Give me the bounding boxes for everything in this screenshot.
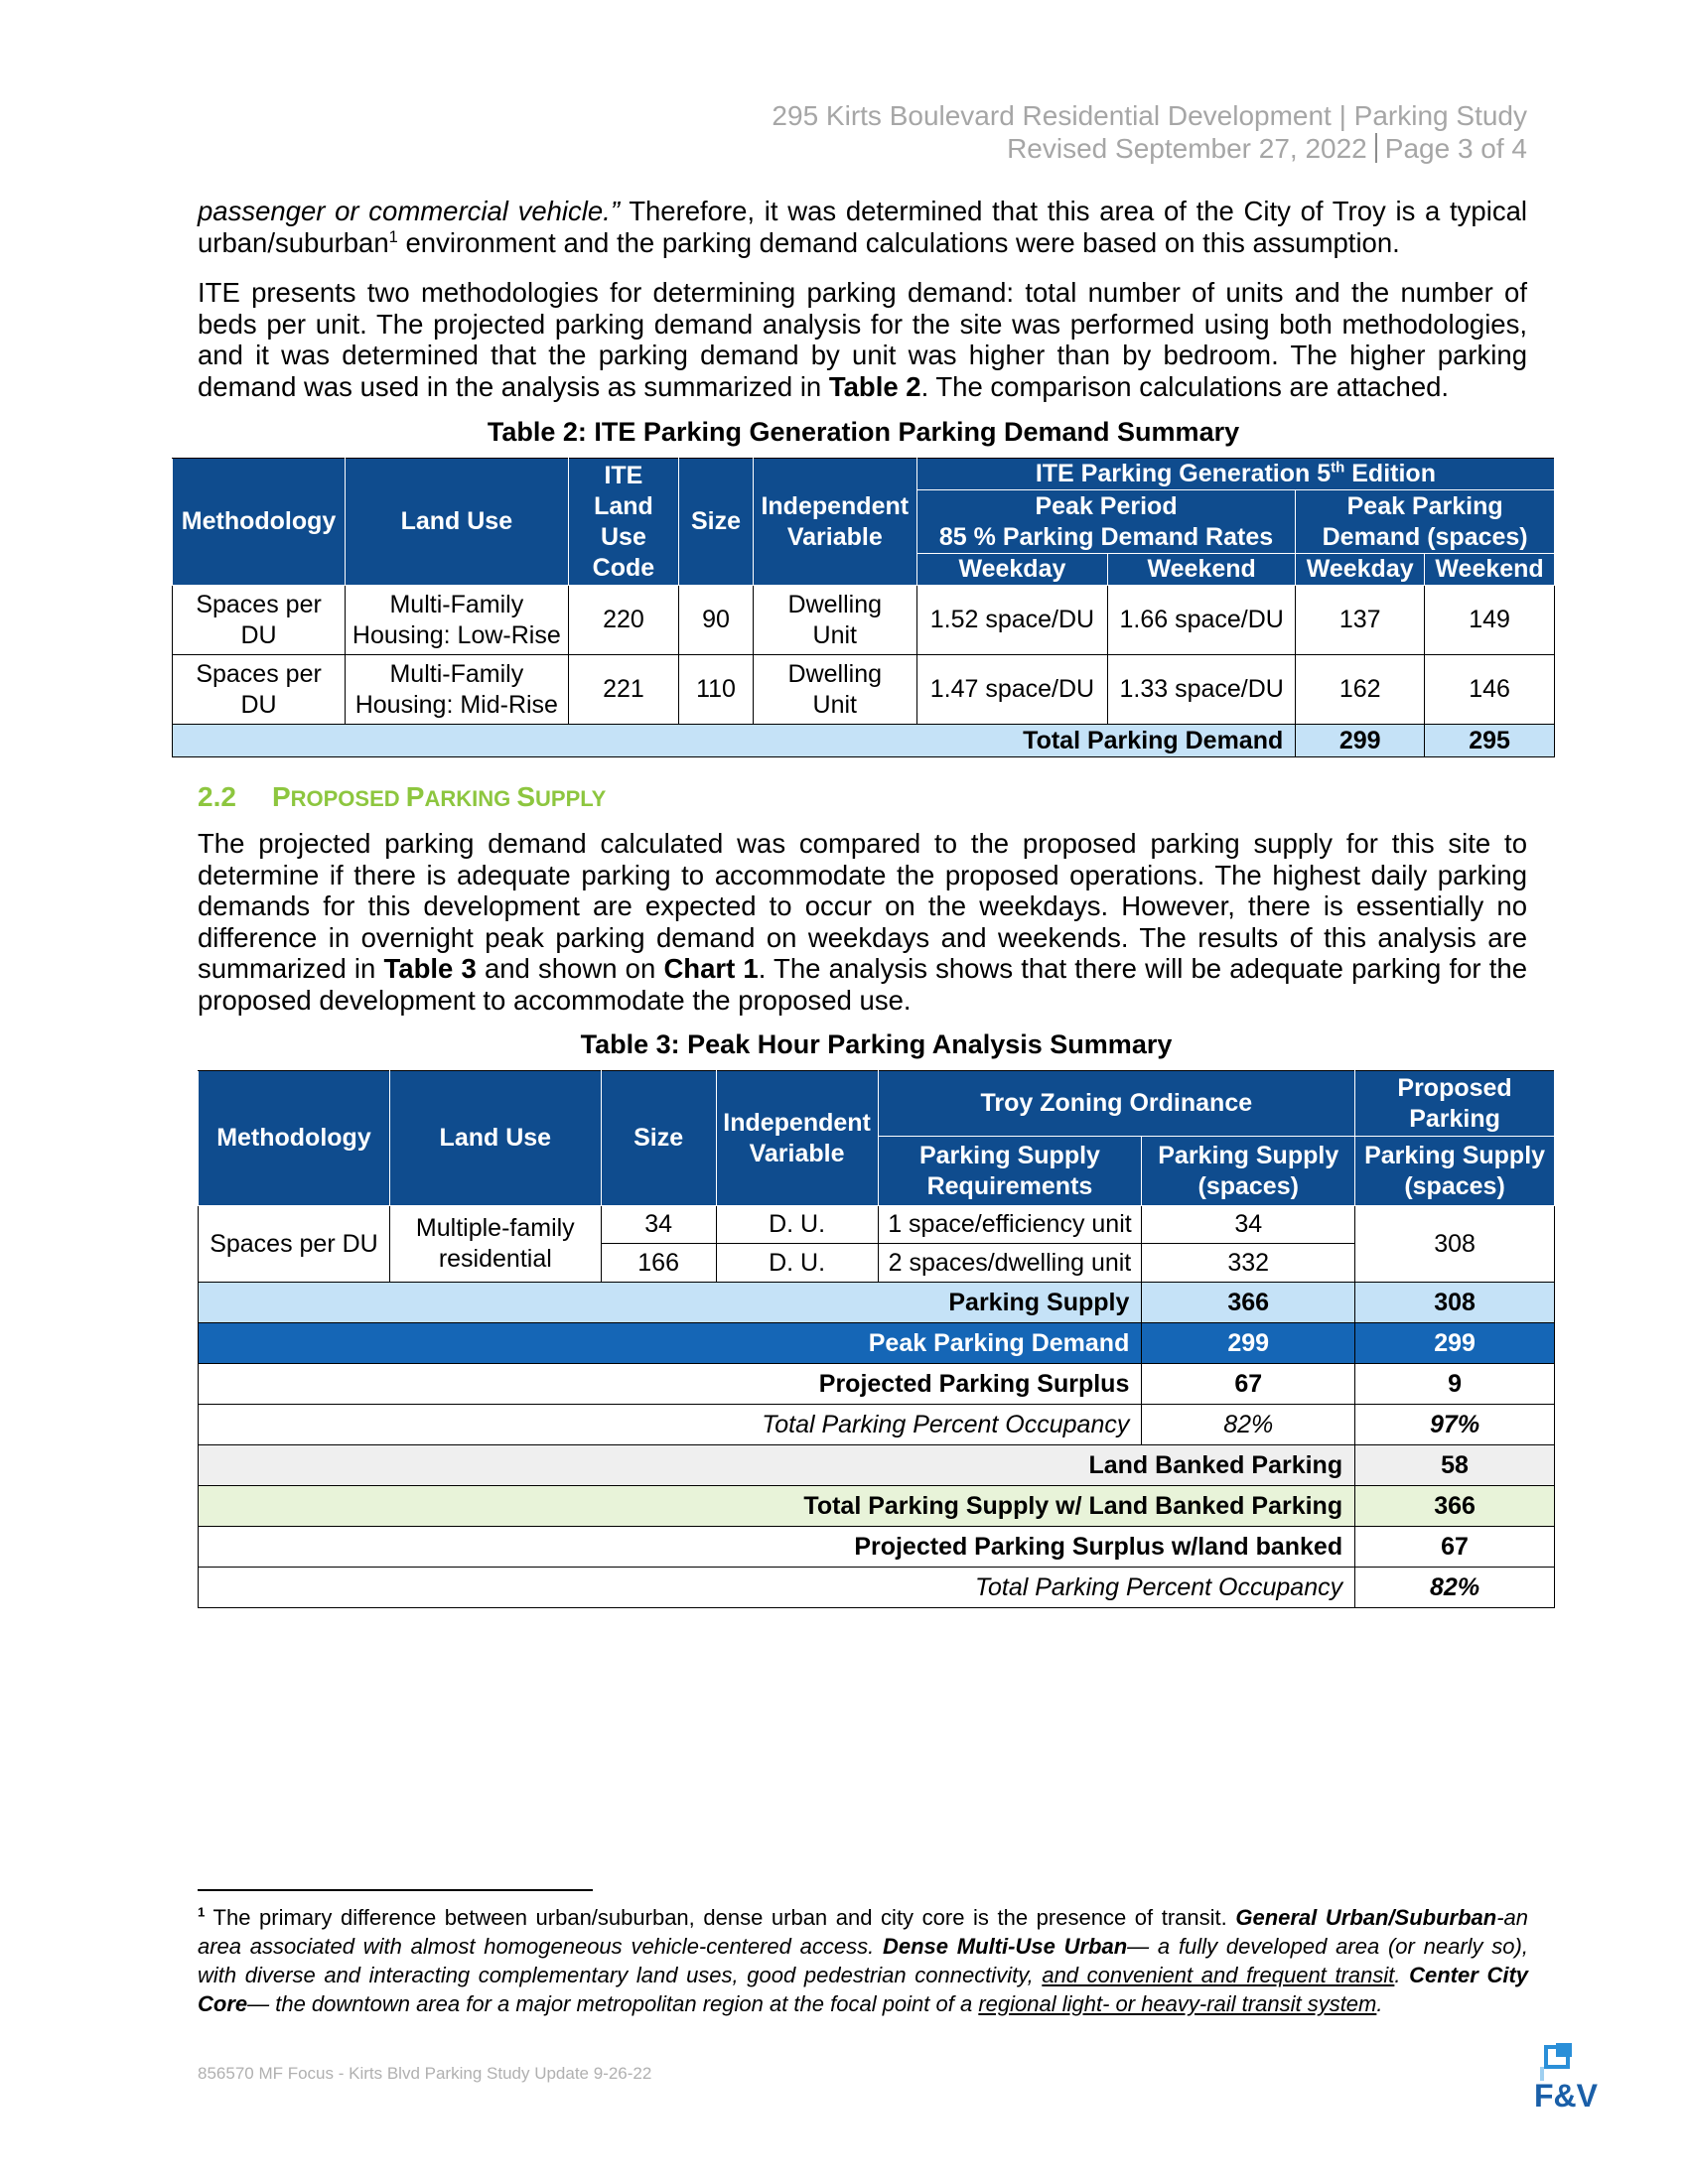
peak-demand-l1: Peak Parking <box>1346 491 1503 520</box>
parking-supply-label: Parking Supply <box>199 1283 1142 1323</box>
t2-header-land-use: Land Use <box>346 459 568 586</box>
cell-text: Housing: Mid-Rise <box>354 690 558 719</box>
t3-header-proposed <box>1355 1071 1555 1137</box>
fn-text: — the downtown area for a major metropolitan region at the focal point of a <box>247 1991 979 2016</box>
prop-supply-l2: (spaces) <box>1404 1171 1505 1200</box>
table2 <box>172 458 1555 757</box>
cell-text: DU <box>240 690 277 719</box>
para2-text-a: ITE presents two methodologies for determining parking demand: total number of units and the number of beds per unit. The projected parking demand analysis for the site was performed using both methodologies, and it was determined that the parking demand by unit was higher than by bedroom. The higher parking demand was used in the analysis as summarized in <box>198 277 1527 402</box>
var-l2: Variable <box>749 1139 845 1167</box>
cell-text: DU <box>240 620 277 649</box>
summary-row <box>199 1323 1555 1364</box>
surplus-proposed: 9 <box>1355 1364 1555 1405</box>
ite-code-l3: Use <box>600 522 646 551</box>
cell-size: 110 <box>679 655 753 725</box>
peak-period-l1: Peak Period <box>1035 491 1178 520</box>
t3-header-land-use: Land Use <box>389 1071 601 1206</box>
cell-rate-weekday: 1.47 space/DU <box>916 655 1107 725</box>
cell-demand-weekday: 137 <box>1296 586 1425 655</box>
cell-requirement: 2 spaces/dwelling unit <box>878 1244 1142 1283</box>
fn-text: . <box>1376 1991 1383 2016</box>
surplus-troy: 67 <box>1142 1364 1355 1405</box>
table2-ref: Table 2 <box>828 370 921 402</box>
edition-sup: th <box>1331 459 1345 477</box>
t3-header-size: Size <box>601 1071 716 1206</box>
heading-cap: P <box>405 781 425 812</box>
table3 <box>198 1070 1555 1608</box>
fv-logo-icon <box>1526 2043 1606 2111</box>
footer-doc-id: 856570 MF Focus - Kirts Blvd Parking Study Update 9-26-22 <box>198 2064 652 2083</box>
summary-row <box>199 1445 1555 1486</box>
cell-text: Unit <box>812 690 858 719</box>
fn-term-dense: Dense Multi-Use Urban <box>883 1934 1128 1959</box>
logo-text: F&V <box>1534 2078 1598 2111</box>
cell-requirement: 1 space/efficiency unit <box>878 1206 1142 1244</box>
t2-header-variable <box>753 459 916 586</box>
cell-variable: D. U. <box>716 1206 878 1244</box>
cell-text: Multi-Family <box>389 659 524 688</box>
cell-variable: D. U. <box>716 1244 878 1283</box>
page-header <box>772 99 1527 165</box>
cell-size: 90 <box>679 586 753 655</box>
fn-text: The primary difference between urban/suburban, dense urban and city core is the presence of transit. <box>205 1905 1236 1930</box>
para1-text-a: Therefore, it was determined that this area of the City of Troy is a typical urban/suburban <box>198 196 1527 258</box>
cell-demand-weekday: 162 <box>1296 655 1425 725</box>
para3-text-a: The projected parking demand calculated was compared to the proposed parking supply for this site to determine if there is adequate parking to accommodate the proposed operations. The highest daily parking demands for this development are expected to occur on the weekdays. However, there is essentially no difference in overnight peak parking demand on weekdays and weekends. The results of this analysis are summarized in <box>198 828 1527 984</box>
table2-caption: Table 2: ITE Parking Generation Parking Demand Summary <box>487 417 1240 447</box>
occupancy-troy: 82% <box>1142 1405 1355 1445</box>
paragraph-supply-analysis <box>198 828 1527 1016</box>
heading-small: ARKING <box>424 786 517 811</box>
parking-supply-proposed: 308 <box>1355 1283 1555 1323</box>
footnote-divider <box>198 1889 593 1891</box>
total-with-banked-label: Total Parking Supply w/ Land Banked Parking <box>199 1486 1355 1527</box>
total-demand-label: Total Parking Demand <box>173 725 1296 757</box>
var-l2: Variable <box>786 522 883 551</box>
t3-header-requirements <box>878 1137 1142 1206</box>
supply-l2: (spaces) <box>1197 1171 1299 1200</box>
surplus-banked-value: 67 <box>1355 1527 1555 1568</box>
parking-supply-troy: 366 <box>1142 1283 1355 1323</box>
footnote-mark: 1 <box>198 1904 206 1920</box>
fn-term-center: Center City Core <box>198 1963 1529 2016</box>
para1-text-b: environment and the parking demand calculations were based on this assumption. <box>397 226 1400 258</box>
t2-header-peak-demand <box>1296 490 1555 554</box>
t2-header-size: Size <box>679 459 753 586</box>
prop-supply-l1: Parking Supply <box>1364 1141 1546 1169</box>
surplus-banked-label: Projected Parking Surplus w/land banked <box>199 1527 1355 1568</box>
fn-text: — a fully developed area (or nearly so), with diverse and interacting complementary land uses, good pedestrian connectivity, <box>198 1934 1528 1987</box>
fn-underline: and convenient and frequent transit <box>1042 1963 1395 1987</box>
peak-demand-label: Peak Parking Demand <box>199 1323 1142 1364</box>
footnote-ref[interactable]: 1 <box>388 227 398 246</box>
cell-size: 34 <box>601 1206 716 1244</box>
para3-text-b: and shown on <box>476 953 664 984</box>
cell-text: Housing: Low-Rise <box>352 620 561 649</box>
proposed-l2: Parking <box>1409 1104 1500 1133</box>
summary-row <box>199 1527 1555 1568</box>
cell-rate-weekday: 1.52 space/DU <box>916 586 1107 655</box>
cell-supply: 332 <box>1142 1244 1355 1283</box>
t3-header-supply <box>1142 1137 1355 1206</box>
t3-header-troy: Troy Zoning Ordinance <box>878 1071 1355 1137</box>
heading-cap: P <box>271 781 291 812</box>
cell-variable <box>753 586 916 655</box>
cell-demand-weekend: 146 <box>1425 655 1555 725</box>
req-l2: Requirements <box>926 1171 1093 1200</box>
header-separator <box>1375 133 1377 163</box>
peak-demand-troy: 299 <box>1142 1323 1355 1364</box>
cell-methodology: Spaces per DU <box>199 1206 390 1283</box>
summary-row <box>199 1364 1555 1405</box>
occupancy-label: Total Parking Percent Occupancy <box>199 1405 1142 1445</box>
cell-text: Dwelling <box>787 590 883 618</box>
occupancy-proposed: 97% <box>1355 1405 1555 1445</box>
edition-pre: ITE Parking Generation 5 <box>1035 460 1332 487</box>
cell-land-use <box>346 655 568 725</box>
land-banked-label: Land Banked Parking <box>199 1445 1355 1486</box>
var-l1: Independent <box>761 491 910 520</box>
fn-term-general: General Urban/Suburban <box>1235 1905 1497 1930</box>
t3-header-variable <box>716 1071 878 1206</box>
t3-header-prop-supply <box>1355 1137 1555 1206</box>
peak-demand-l2: Demand (spaces) <box>1322 522 1528 551</box>
header-revision <box>772 132 1527 165</box>
cell-text: Multi-Family <box>389 590 524 618</box>
cell-size: 166 <box>601 1244 716 1283</box>
heading-small: ROPOSED <box>290 786 406 811</box>
footnote <box>198 1903 1528 2018</box>
t2-header-weekday-rate: Weekday <box>916 554 1107 586</box>
total-with-banked-value: 366 <box>1355 1486 1555 1527</box>
ite-code-l4: Code <box>592 553 655 582</box>
quote-end: passenger or commercial vehicle.” <box>198 196 620 226</box>
cell-demand-weekend: 149 <box>1425 586 1555 655</box>
total-row <box>173 725 1555 757</box>
table3-caption: Table 3: Peak Hour Parking Analysis Summary <box>580 1029 1173 1059</box>
cell-code: 221 <box>568 655 679 725</box>
t2-header-edition <box>916 459 1554 490</box>
paragraph-methodologies <box>198 277 1527 402</box>
heading-small: UPPLY <box>535 786 607 811</box>
occupancy-banked-value: 82% <box>1355 1568 1555 1608</box>
summary-row <box>199 1283 1555 1323</box>
peak-demand-proposed: 299 <box>1355 1323 1555 1364</box>
para3-text-c: . The analysis shows that there will be adequate parking for the proposed development to accommodate the proposed use. <box>198 953 1527 1016</box>
table-row <box>199 1206 1555 1244</box>
supply-l1: Parking Supply <box>1158 1141 1339 1169</box>
cell-land-use <box>389 1206 601 1283</box>
t2-header-weekend-demand: Weekend <box>1425 554 1555 586</box>
t2-header-weekday-demand: Weekday <box>1296 554 1425 586</box>
occupancy-banked-label: Total Parking Percent Occupancy <box>199 1568 1355 1608</box>
table-row <box>173 586 1555 655</box>
section-heading <box>198 781 606 813</box>
peak-period-l2: 85 % Parking Demand Rates <box>938 522 1274 551</box>
land-banked-value: 58 <box>1355 1445 1555 1486</box>
fn-underline: regional light- or heavy-rail transit system <box>978 1991 1377 2016</box>
table3-ref: Table 3 <box>383 953 477 984</box>
cell-text: Spaces per <box>196 590 322 618</box>
edition-post: Edition <box>1344 460 1436 487</box>
cell-text: Dwelling <box>787 659 883 688</box>
summary-row <box>199 1486 1555 1527</box>
cell-text: residential <box>438 1245 552 1273</box>
total-demand-weekday: 299 <box>1296 725 1425 757</box>
cell-rate-weekend: 1.33 space/DU <box>1108 655 1296 725</box>
t2-header-ite-code <box>568 459 679 586</box>
cell-methodology <box>173 586 346 655</box>
t3-header-methodology: Methodology <box>199 1071 390 1206</box>
total-demand-weekend: 295 <box>1425 725 1555 757</box>
t2-header-weekend-rate: Weekend <box>1108 554 1296 586</box>
paragraph-urban-suburban <box>198 196 1527 258</box>
revised-date: Revised September 27, 2022 <box>1007 133 1367 164</box>
table-row <box>173 655 1555 725</box>
section-number: 2.2 <box>198 781 236 812</box>
t2-header-peak-period <box>916 490 1295 554</box>
cell-methodology <box>173 655 346 725</box>
summary-row <box>199 1568 1555 1608</box>
t2-header-methodology: Methodology <box>173 459 346 586</box>
cell-text: Spaces per <box>196 659 322 688</box>
req-l1: Parking Supply <box>918 1141 1100 1169</box>
header-title: 295 Kirts Boulevard Residential Development | Parking Study <box>772 100 1527 131</box>
cell-variable <box>753 655 916 725</box>
cell-code: 220 <box>568 586 679 655</box>
summary-row <box>199 1405 1555 1445</box>
cell-text: Multiple-family <box>415 1214 575 1242</box>
ite-code-l2: Land <box>594 491 653 520</box>
cell-rate-weekend: 1.66 space/DU <box>1108 586 1296 655</box>
page-number: Page 3 of 4 <box>1384 133 1527 164</box>
cell-land-use <box>346 586 568 655</box>
ite-code-l1: ITE <box>604 461 643 489</box>
heading-cap: S <box>516 781 536 812</box>
cell-supply: 34 <box>1142 1206 1355 1244</box>
cell-text: Unit <box>812 620 858 649</box>
fn-text: . <box>1394 1963 1410 1987</box>
fn-text: -an area associated with almost homogeneous vehicle-centered access. <box>198 1905 1528 1959</box>
surplus-label: Projected Parking Surplus <box>199 1364 1142 1405</box>
para2-text-b: . The comparison calculations are attached. <box>920 370 1450 402</box>
var-l1: Independent <box>723 1108 871 1137</box>
proposed-l1: Proposed <box>1397 1073 1512 1102</box>
chart1-ref: Chart 1 <box>663 953 759 984</box>
cell-proposed-supply: 308 <box>1355 1206 1555 1283</box>
